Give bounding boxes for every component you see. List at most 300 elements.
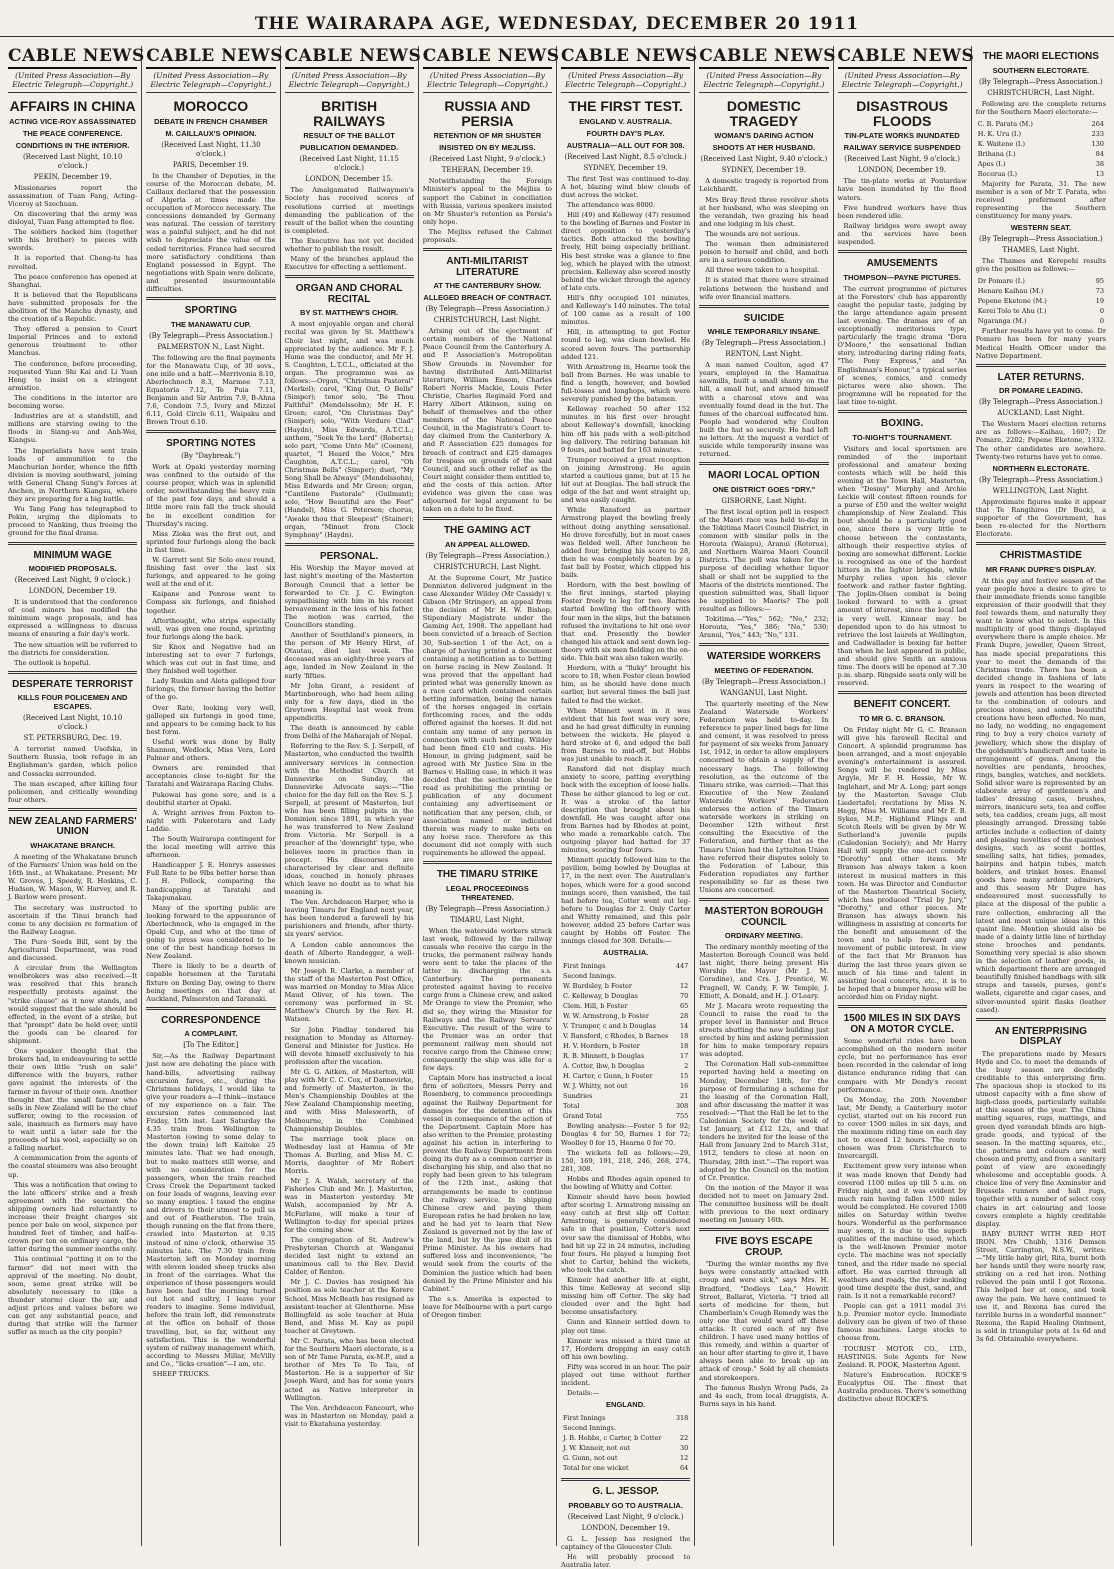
article-paragraph: The Amalgamated Railwaymen's Society has received scores of resolutions carried at meetings demanding the publication of the result of the ballot when the counting is completed. [284, 186, 414, 235]
cable-news-header: CABLE NEWS [146, 46, 275, 69]
column-2 [142, 46, 284, 1546]
article-headline: MOROCCO [173, 98, 249, 114]
article-paragraph: The Executive has not yet decided whether to publish the result. [284, 236, 414, 254]
table-cell-label: G. Gunn, not out [563, 1454, 618, 1463]
press-credit: (United Press Association—By Electric Telegraph—Copyright.) [699, 71, 828, 93]
article-subhead: PROBABLY GO TO AUSTRALIA. [568, 1500, 683, 1510]
article-subhead: DEBATE IN FRENCH CHAMBER [154, 116, 268, 126]
article-paragraph: The South Wairarapa contingent for the local meeting will arrive this afternoon. [146, 834, 276, 860]
article-paragraph: On Friday night Mr G. C. Branson will give his farewell Recital and Concert. A splendid programme has been arranged, and a most enjoyable evening's entertainment is assured. Songs will be rendered by Miss Argyle, Mr F. H. Hessie, Mr W. Inglehart, and Mr A. Long; part songs by the Masterton Savage Club Liedertafel; recitations by Miss N. Hegg, Miss M. Williams and Mr E. B. Sykes, M.P.; Highland Flings and Scotch Reels will be given by Mr W. Sutherland's juvenile pupils (Caledonian Society); and Mr Harry Hall will supply the one-act comedy "Dorothy" and other items. Mr Branson has always taken a keen interest in musical matters in this town. He was Director and Conductor of the Masterton Theatrical Society, which has produced "Trial by Jury," "Dorothy," and other pieces. Mr Branson has always shown his willingness in assisting at concerts for the benefit and amusement of the town and to help forward any movement of public interest. In view of the fact that Mr Branson has during the last three years given so much of his time and talent in assisting local concerts, etc., it is to be hoped that a bumper house will be accorded him on Friday night. [837, 725, 967, 1001]
section-rule [976, 542, 1106, 545]
table-row [978, 307, 1104, 315]
article-subhead: WHILE TEMPORARILY INSANE. [707, 327, 821, 337]
table-cell-value [674, 1424, 688, 1432]
article-paragraph: Missionaries report the assassination of Tuan Fang, Acting-Viceroy at Szechuan. [8, 183, 138, 208]
article-paragraph: "During the winter months my five boys were constantly attacked with croup and were sick," says Mrs. H. Bradford, "Dodleys Lea," Howitt Street, Ballarat, Victoria. "I tried all sorts of medicine for them, but Chamberlain's Cough Remedy was the only one that would ward off these attacks. It cured each of my five children. I have used many bottles of this remedy, and within a quarter of an hour after starting to give it, I have always been able to break up an attack of croup." Sold by all chemists and storekeepers. [699, 1260, 829, 1382]
table-cell-value: 30 [679, 1444, 689, 1453]
article-dateline: CHRISTCHURCH, Last Night. [433, 562, 542, 571]
article-headline: DESPERATE TERRORIST [12, 678, 134, 690]
table-row [563, 962, 688, 970]
article-subhead: CONDITIONS IN THE INTERIOR. [15, 140, 130, 150]
article-paragraph: Kinneir had another life at eight, this time Kelleway at second slip missing him off Cotter. The sky had clouded over and the light had become unsatisfactory. [561, 1276, 691, 1317]
article-paragraph: The first Test was continued to-day. A hot, blazing wind blew clouds of dust across the wicket. [561, 174, 691, 199]
section-rule [423, 248, 552, 251]
article-paragraph: He will probably proceed to Australia later. [561, 1553, 691, 1569]
article-subhead: WOMAN'S DARING ACTION [714, 131, 814, 141]
article-paragraph: Afterthought, who strips especially well, was given one round, sprinting four furlongs along the back. [146, 616, 276, 641]
article-paragraph: A meeting of the Whakatane branch of the Farmers' Union was held on the 16th inst., at Whakatane. Present: Mr W. Groves, J. Speedy, R. Hoskins, C. Hudson, W. Mason, W. Harvey, and R. J. Barlow were present. [8, 852, 138, 902]
article-dateline: CHRISTCHURCH, Last Night. [433, 316, 542, 325]
article-subhead: AT THE CANTERBURY SHOW. [433, 281, 542, 291]
section-rule [699, 462, 828, 465]
article-headline: SUICIDE [743, 312, 785, 324]
article-paragraph: His Worship the Mayor moved at last night's meeting of the Masterton Borough Council that a letter be forwarded to Cr. J. C. Ewington sympathising with him in his recent bereavement in the loss of his father. The motion was carried, the Councillors standing. [284, 564, 414, 629]
article-subhead: SHOOTS AT HER HUSBAND. [712, 143, 816, 153]
article-paragraph: While Ransford as partner Armstrong played the bowling freely without doing anything sensational. He drove forcefully, but in most cases was fielded well. After luncheon he added four, bringing his score to 28, then he was completely beaten by a fast ball by Foster, which clipped his bails. [561, 506, 691, 580]
article-paragraph: Referring to the Rev. S. J. Serpell, of Masterton, who conducted the twelfth anniversary services in connection with the Methodist Church at Dannevirke on Sunday, the Dannevirke Advocate says:—"The choice for the day fell on the Rev. S. J. Serpell, at present of Masterton, but who has been filling pulpits in the Dominion since 1891, in which year he was transferred to New Zealand from Victoria. Mr Serpell is a preacher of the 'downright' type, who believes more in practice than in precept. His discourses are characterised by clear and definite ideas, couched in homely phrases which leave no doubt as to what his meaning is. [284, 742, 414, 896]
article-paragraph: The Ven. Archdeacon Fancourt, who was in Masterton on Monday, paid a visit to Ekatahuna yesterday. [284, 1403, 414, 1428]
article-paragraph: At the Supreme Court, Mr Justice Denniston delivered judgment in the case Alexander Wildey (Mr Cassidy) v. Gibson (Mr Stringer), an appeal from the decision of Mr H. W. Bishop, Stipendiary Magistrate under the Gaming Act, 1908. The appellant had been convicted of a breach of Section 30, Sub-section 1 of the Act, on a charge of having printed a document containing a notification as to betting on horse racing in New Zealand. It was proved that the appellant had printed what was generally known as a race card which contained certain betting information, being the names of the horses engaged in certain forthcoming races, and the odds offered against the horses. It did not contain any name of any person in connection with such betting. Wildey had been fined £10 and costs. His Honour, in giving judgment, said he agreed with Mr Justice Sim in the Barnes v. Halling case, in which it was decided that the section should be read as prohibiting the printing or publication of any document containing any advertisement or notification that any person, club, or association named or indicated therein was ready to make bets on any horse race. Therefore as this document did not comply with such requirements he allowed the appeal. [422, 573, 552, 857]
table-cell-label: W. W. Armstrong, b Foster [563, 1012, 649, 1021]
article-dateline: PEKIN, December 19. [33, 172, 112, 181]
article-subhead: SOUTHERN ELECTORATE. [992, 65, 1090, 75]
article-paragraph: The quarterly meeting of the New Zealand Waterside Workers' Federation was held to-day. In reference to paper lined bags for lime and cement, it was resolved to press for payment of six weeks from January 1st, 1912, in order to allow employers concerned to obtain a supply of the necessary bags. The following resolution, as the outcome of the Timaru strike, was carried:—That this Executive of the New Zealand Waterside Workers' Federation endorses the action of the Timaru waterside workers in striking on December 12th without first consulting the Executive of the Federation, and further that as the Timaru Union had the Lyttelton Union have referred their disputes solely to the Federation of Labour, this Federation repudiates any further responsibility so far as these two Unions are concerned. [699, 699, 829, 894]
article-paragraph: Mrs Bray fired three revolver shots at her husband, who was sleeping on the verandah, two grazing his head and one lodging in his chest. [699, 195, 829, 228]
article-paragraph: All three were taken to a hospital. [705, 266, 820, 275]
table-row [563, 1464, 688, 1472]
article-paragraph: The first local option poll in respect of the Maori race was held to-day in the Tokitima Maori Council District, in common with similar polls in the Horouta (Waiapu), Aranui (Rotorua), and Northern Wairoa Maori Council Districts. The poll was taken for the purpose of deciding whether liquor shall or shall not be supplied to the Maoris of the districts mentioned. The question submitted was, Shall liquor be supplied to Maoris? The poll resulted as follows:— [699, 507, 829, 613]
article-paragraph: A domestic tragedy is reported from Leichhardt. [699, 177, 829, 194]
article-paragraph: Handicapper J. E. Henrys assesses Full Rate to be 9lbs better horse than J. H. Pollock, comparing the handicapping at Taratahi and Takapunakau. [146, 861, 276, 902]
article-subhead: RAILWAY SERVICE SUSPENDED [843, 143, 961, 153]
article-dateline: (By Telegraph—Press Association.) [148, 331, 273, 340]
article-paragraph: A most enjoyable organ and choral recital was given by St. Matthew's Choir last night, and was much appreciated by the audience. Mr F. J. Hume was the conductor, and Mr H. S. Caughton, L.T.C.L., officiated at the organ. The programme was as follows:—Organ, "Christmas Pastoral" (Merkel); carol, "King Out, O Bells" (Simper); tenor solo, "Be Thou Faithful" (Mendelssohn); Mr H. F. Green; carol, "On Christmas Day" (Simper); solo, "With Verdure Clad" (Haydn), Miss Edwards, A.T.C.L.; anthem, "Seek Ye the Lord" (Roberts); solo part, "Come Unto Me" (Coenen), quartet, "I Heard the Voice," Mrs Caughton, A.T.C.L.; carol, "Oh Christmas Bells" (Simper); duet, "My Song Shall be Always" (Mendelssohn), Miss Edwards and Mr Green; organ, "Cantilene Pastorale" (Guilmant); solo, "How Beautiful are the Feet" (Handel), Miss G. Petersen; chorus, "Awake thou that Sleepest" (Stainer); organ, "Minuet from Clock Symphony" (Haydn). [284, 320, 414, 539]
article-dateline: CHRISTCHURCH, Last Night. [987, 88, 1095, 97]
article-paragraph: One speaker thought that the brokers had, in endeavouring to settle their own little "rush on sale" difference with the buyers, rather gave against the interests of the farmer in favour of their own. Another thought that the small farmer who sells in New Zealand will be the chief sufferer, owing to the recession of sale, inasmuch as farmers may have to wait until a later sale for the proceeds of his wool, especially so on a falling market. [8, 1047, 138, 1153]
article-paragraph: Hordern, with a "fluky" brought his score to 18, when Foster clean bowled him, as he should have done much earlier, but several times the ball just failed to find the wicket. [561, 664, 691, 705]
article-paragraph: There is likely to be a dearth of capable horsemen at the Taratahi fixture on Boxing Day, owing to there being meetings on that day at Auckland, Palmerston and Taranaki. [146, 962, 276, 1003]
table-cell-value: 22 [679, 1434, 689, 1443]
article-paragraph: It is reported that Cheng-tu has revolted. [8, 254, 138, 271]
article-subhead: TIN-PLATE WORKS INUNDATED [844, 131, 960, 141]
article-headline: CORRESPONDENCE [161, 1014, 261, 1026]
column-4 [419, 46, 560, 1546]
article-subhead: MR FRANK DUPRE'S DISPLAY. [985, 564, 1097, 574]
article-headline: SPORTING [184, 305, 237, 317]
article-paragraph: Useful work was done by Bally Shannon, Wedlock, Miss Vera, Lord Palmer and others. [146, 737, 276, 763]
article-paragraph: Mr Joseph R. Clarke, a member of the staff of the Masterton Post Office, was married on Monday to Miss Alice Maud Oliver, of his town. The ceremony was performed in St. Matthew's Church by the Rev. H. Watson. [284, 966, 414, 1024]
table-cell-value: 755 [675, 1112, 689, 1121]
article-headline: RUSSIA AND PERSIA [444, 98, 531, 129]
article-subhead: AUSTRALIA. [602, 948, 649, 958]
table-cell-value: 28 [679, 1012, 689, 1021]
table-row [563, 1414, 688, 1422]
table-cell-value: 447 [675, 962, 689, 971]
article-paragraph: Five hundred workers have thus been rendered idle. [837, 203, 967, 220]
cable-news-header: CABLE NEWS [285, 46, 414, 69]
article-paragraph: A circular from the Wellington woolbrokers was also received.—It was resolved that this branch respectfully protests against the "strike clause" as it now stands, and would suggest that the sale should be effected, in the event of a strike, but that "prompt" date be held over, until the goods can be cleared for shipment. [8, 964, 138, 1045]
table-cell-label: Ngaranga (M.) [977, 317, 1027, 326]
article-paragraph: On discovering that the army was disloyal, Tuan Fang attempted to flee. [8, 209, 138, 227]
table-cell-label: Apes (I.) [977, 159, 1006, 168]
article-paragraph: The ordinary monthly meeting of the Masterton Borough Council was held last night, there being present His Worship the Mayor (Mr J. M. Coradine), and Crs. J. Prentice, W. Pragnell, W. Candy, F. W. Temple, J. Elliott, A. Donald, and H. J. O'Leary. [699, 943, 829, 1000]
article-paragraph: BABY BURNT WITH RED HOT IRON. Mrs Chubb, 1316 Demson Street, Carrington, N.S.W., writes:—"My little baby girl, Rita, burnt both her hands until they were nearly raw, striking on a red hot iron. Nothing relieved the pain until I got Rexona. This helped her at once, and took away the pain. We have continued to use it, and Rexona has cured the terrible burns in a wonderful manner." Rexona, the Rapid Healing Ointment, is sold in triangular pots at 1s 6d and 3s 6d. Obtainable everywhere. [975, 1229, 1106, 1343]
article-paragraph: A. Wright arrives from Foxton to-night with Pukerotara and Lady Laddie. [146, 808, 276, 833]
article-paragraph: Minnett quickly followed him to the pavilion, being bowled by Douglas at 17, in the next over. The Australian's hopes, which were for a good second innings score, then vanished, the tail had before tea, Cotter went out leg-before to Douglas for 2. Only Carter and Whitty remained, and this pair however, added 25 before Carter was caught by Hobbs off Foster. The innings closed for 308. Details:— [561, 856, 691, 946]
article-paragraph: Hill (49) and Kelleway (47) resumed to the bowling of Barnes and Foster in direct opposition to yesterday's tactics. Both attacked the bowling freely, Hill being especially brilliant. His best stroke was a glance to fine leg, which he played with the utmost precision. Kelleway also scored mostly behind the wicket through the agency of late cuts. [561, 211, 691, 292]
article-headline: WATERSIDE WORKERS [707, 651, 821, 663]
article-paragraph: Hordern, with the best bowling of the first innings, started playing Foster freely to leg for two. Barnes started bowling the off-theory with four men in the slips, but the batsmen refused the invitations to hit one over that end. Presently the bowler changed his attack and sent down leg-theory with six men fielding on the on-side. This bait was also taken warily. [561, 581, 691, 663]
article-dateline: (Received Last Night, 11.30 o'clock.) [161, 140, 261, 158]
article-dateline: GISBORNE, Last Night. [721, 496, 807, 505]
article-paragraph: It is understood that the conference of coal miners has modified the minimum wage proposals, and has expressed a willingness to discuss means of ensuring a fair day's work. [8, 598, 138, 639]
article-paragraph: Industries are at a standstill, and millions are starving owing to the floods in Siang-su and Anh-Wei, Kiangsu. [8, 412, 138, 445]
table-cell-value: 0 [1099, 307, 1104, 316]
cable-news-header: CABLE NEWS [561, 46, 690, 69]
article-paragraph: Mr John Grant, a resident of Martinborough, who had been ailing only for a few days, died in the Greytown Hospital last week from appendicitis. [284, 681, 414, 723]
table-cell-label: Brihana (I.) [977, 149, 1016, 158]
article-dateline: (Received Last Night, 10.10 o'clock.) [22, 714, 123, 732]
article-paragraph: The peace conference has opened at Shanghai. [8, 272, 138, 289]
article-paragraph: The tin-plate works at Pontardaw have been inundated by the flood waters. [837, 177, 967, 202]
article-dateline: (Received Last Night, 9.40 o'clock.) [700, 155, 828, 164]
article-paragraph: Mr G. G. Aitken, of Masterton, will play with Mr C. C. Cox, of Dannevirke, and formerly of Masterton, in the Men's Championship Doubles at the New Zealand Championship meeting, and with Miss Molesworth, of Melbourne, in the Combined Championship Doubles. [284, 1067, 414, 1133]
article-dateline: (Received Last Night, 11.15 o'clock.) [299, 155, 399, 173]
section-rule [8, 542, 137, 545]
table-cell-label: H. V. Hordern, b Foster [563, 1042, 640, 1051]
article-paragraph: Hill, in attempting to get Foster round to leg, was clean bowled. He scored seven fours. The partnership added 121. [561, 328, 691, 361]
article-subhead: KILLS FOUR POLICEMEN AND ESCAPES. [17, 693, 128, 712]
article-headline: MINIMUM WAGE [33, 549, 112, 561]
section-rule [699, 898, 828, 901]
article-paragraph: Sir Knox and Negative had an interesting set to over 7 furlongs, which was cut out in fast time, and they finished well together. [146, 642, 276, 676]
table-cell-label: Pepene Eketone (M.) [977, 297, 1047, 306]
column-3 [281, 46, 422, 1546]
article-headline: CHRISTMASTIDE [999, 550, 1082, 562]
section-rule [838, 410, 967, 413]
article-dateline: (Received Last Night, 9 o'clock.) [844, 155, 960, 164]
article-paragraph: Captain More has instructed a local firm of solicitors, Messrs Perry and Rosenberg, to commence proceedings against the Railway Department for damages for the detention of this vessel in consequence of the action of the Department. Captain More has also written to the Premier, protesting against his action in interfering to prevent the Railway Department from doing its duty as a common carrier in discharging his ship, and also that no reply had been given to his telegram of the 12th inst., asking that arrangements be made to continue the railway service. In shipping Chinese crew and paying them European rates he had broken no law, and he had yet to learn that New Zealand is governed not by the law of the land, but by the ipse dixit of its Prime Minister. As his owners had suffered loss and inconvenience, "he would seek from the courts of the Dominion the justice which had been denied by the Prime Minister and his Cabinet." [422, 1074, 552, 1293]
table-row [978, 287, 1104, 295]
table-cell-label: H. Carter, c Gunn, b Foster [563, 1072, 653, 1081]
article-dateline: AUCKLAND, Last Night. [997, 409, 1085, 418]
article-paragraph: Lady Ruskin and Aleta galloped four furlongs, the former having the better of the go. [146, 677, 276, 702]
article-dateline: LONDON, December 19. [858, 166, 947, 175]
section-rule [423, 517, 552, 520]
article-paragraph: Mr J. A. Walsh, secretary of the Fisheries Club and Mr. J. Masterton, was in Masterton yesterday. Mr Walsh, accompanied by Mr A. McFarlane, will make a tour of Wellington to-day for special prizes for the coming show. [284, 1177, 414, 1234]
table-cell-value: 65 [679, 1002, 689, 1011]
article-paragraph: Excitement grew very intense when it was made known that Dendy had covered 1100 miles up till 5 a.m. on Friday night, and it was evident by much rain having fallen 1500 miles would be completed. He covered 1500 miles on Saturday within twelve hours. Wonderful as the performance may seem, it is due to the superb qualities of the machine used, which is the well-known Premier motor cycle. The machine was not specially tuned, and the rider made no special effort. He was carried through all weathers and roads, the rider making good time despite the dust, sand, and rain. Is it not a remarkable record? [837, 1162, 967, 1300]
cable-news-header: CABLE NEWS [423, 46, 552, 69]
article-headline: DISASTROUS FLOODS [856, 98, 949, 129]
article-dateline: SYDNEY, December 19. [583, 163, 668, 172]
table-cell-value: 13 [1095, 169, 1104, 178]
table-cell-value: 318 [675, 1414, 689, 1423]
article-paragraph: The current programme of pictures at the Foresters' club has apparently caught the popular taste, judging by the large attendance again present last evening. The dramas are of an exceptionally meritorious type, particularly the tragic drama "Dora O'Moore," the sensational Indian story, introducing daring riding feats, "The Pony Express," and "An Englishman's Honour," a typical series of scenes, comics, and comedy pictures were also shown. The programme will be repeated for the last time to-night. [837, 284, 967, 406]
article-paragraph: Sir John Findlay tendered his resignation to Monday as Attorney-General and Minister for Justice. He will devote himself exclusively to his profession after the vacation. [284, 1025, 414, 1066]
table-row [978, 150, 1104, 158]
table-row [563, 1022, 688, 1030]
article-paragraph: Many of the branches applaud the Executive for effecting a settlement. [284, 255, 414, 272]
article-paragraph: A communication from the agents of the coastal steamers was also brought up. [8, 1154, 138, 1179]
article-dateline: PALMERSTON N., Last Night. [157, 342, 265, 351]
article-paragraph: The man escaped, after killing four policemen, and critically wounding four others. [8, 779, 138, 804]
table-cell-label: C. R. Parata (M.) [977, 119, 1033, 128]
article-headline: SPORTING NOTES [166, 438, 256, 450]
article-dateline: (By Telegraph—Press Association.) [425, 551, 550, 560]
article-paragraph: Nature's Embrocation. ROCKE'S Eucalyptus Oil. The finest that Australia produces. There's something distinctive about ROCKE'S. [837, 1370, 967, 1404]
score-table [561, 1412, 690, 1474]
table-row [563, 1092, 688, 1100]
table-cell-value: 84 [1095, 149, 1104, 158]
article-subhead: THOMPSON—PAYNE PICTURES. [843, 272, 961, 282]
article-paragraph: They offered a pension to Court Imperial Princes and to extend generous treatment to other Manchus. [8, 325, 138, 358]
table-row [563, 1052, 688, 1060]
table-row [563, 1434, 688, 1442]
article-dateline: LONDON, December 15. [305, 175, 394, 184]
article-paragraph: The wounds are not serious. [705, 229, 800, 238]
article-dateline: SYDNEY, December 19. [721, 166, 806, 175]
article-paragraph: SHEEP TRUCKS. [152, 1370, 210, 1378]
table-row [563, 1102, 688, 1110]
table-cell-label: Grand Total [563, 1112, 602, 1121]
table-cell-label: First Innings [563, 1414, 606, 1423]
article-subhead: RESULT OF THE BALLOT [303, 131, 395, 141]
section-rule [8, 808, 137, 811]
press-credit: (United Press Association—By Electric Telegraph—Copyright.) [561, 71, 690, 93]
table-cell-value: 2 [684, 1062, 689, 1071]
article-paragraph: On the motion of the Mayor it was decided not to meet on January 2nd. The committee business will be dealt with previous to the next ordinary meeting on January 16th. [699, 1183, 829, 1225]
table-cell-value: 308 [675, 1102, 689, 1111]
table-cell-value: 233 [1091, 129, 1104, 138]
table-row [563, 1444, 688, 1452]
article-dateline: (By Telegraph—Press Association.) [978, 475, 1103, 484]
article-subhead: A COMPLAINT. [184, 1029, 238, 1039]
article-paragraph: The Pure Seeds Bill, sent by the Agricultural Department, was read and discussed. [8, 937, 138, 963]
article-paragraph: The preparations made by Messrs Hyde and Co. to meet the demands of the busy season are decidedly creditable to this enterprising firm. The spacious shop is stocked to its utmost capacity with a fine show of high-class goods, particularly suitable at this season of the year. The China matting squares, rugs, mattings, and green dyed verandah blinds are high-grade goods, and typical of the season. In the matting squares, etc., the patterns and colours are well chosen and pretty, and from a sanitary point of view are exceedingly wholesome and acceptable goods. A choice line of very fine Axminster and Brussels runners and hall rugs, together with a number of select cosy chairs in art colouring and loose covers complete a highly creditable display. [975, 1049, 1106, 1228]
article-headline: MAORI LOCAL OPTION [708, 470, 820, 482]
article-headline: NEW ZEALAND FARMERS' UNION [8, 815, 137, 838]
article-dateline: (By "Daybreak.") [181, 451, 241, 460]
column-5 [557, 46, 698, 1569]
score-table [976, 275, 1106, 327]
article-headline: THE GAMING ACT [443, 525, 531, 537]
table-cell-label: J. W. Kinneir, not out [563, 1444, 631, 1453]
article-subhead: ORDINARY MEETING. [724, 931, 803, 941]
article-subhead: TO-NIGHT'S TOURNAMENT. [852, 432, 952, 442]
article-subhead: THE PEACE CONFERENCE. [22, 128, 123, 138]
article-paragraph: Ransford did not display much anxiety to score, patting everything back with the exception of loose balls. These he either glanced to leg or cut. It was a stroke of the latter description that brought about his downfall. He was caught after one from Barnes had by Rhodes at point, who made a remarkable catch. The outgoing player had batted for 37 minutes, scoring four fours. [561, 765, 691, 855]
column-8 [972, 46, 1110, 1546]
article-headline: AFFAIRS IN CHINA [9, 98, 136, 114]
article-subhead: AN APPEAL ALLOWED. [445, 539, 530, 549]
table-row [978, 317, 1104, 325]
table-cell-value: 130 [1091, 139, 1104, 148]
article-paragraph: The death is announced by cable from Delhi of the Maharajah of Nepal. [284, 724, 414, 741]
article-paragraph: Mr C. Parata, who has been elected for the Southern Maori electorate, is a son of Mr Tame Parata, ex-M.P., and a brother of Mrs Te Te Tau, of Masterton. He is a supporter of Sir Joseph Ward, and has for some years acted as Native interpreter in Wellington. [284, 1336, 414, 1402]
table-cell-label: Total for one wicket [563, 1464, 629, 1473]
article-subhead: WHAKATANE BRANCH. [30, 840, 115, 850]
article-paragraph: Kelleway reached 50 after 152 minutes in his first over brought about Kelleway's downfall, knocking him off his pads with a well-pitched leg delivery. The retiring batsman hit 9 fours, and batted for 163 minutes. [561, 405, 691, 454]
article-paragraph: The soldiers hacked him (together with his brother) to pieces with swords. [8, 228, 138, 253]
article-headline: BOXING. [881, 418, 924, 430]
article-dateline: (By Telegraph—Press Association.) [701, 339, 826, 348]
table-cell-value: 38 [1095, 159, 1104, 168]
section-rule [699, 1228, 828, 1231]
article-dateline: (By Telegraph—Press Association.) [978, 235, 1103, 244]
article-dateline: (Received Last Night, 9 o'clock.) [14, 576, 131, 585]
table-cell-label: R. B. Minnett, b Douglas [563, 1052, 645, 1061]
article-paragraph: Sir,—As the Railway Department just now are debating the place with hand-bills, advertising railway excursion fares, etc., during the Christmas holidays, I would like to give your readers a—I think—instance of my experience on a fair. The excursion rates commenced last Friday, 15th inst. Last Saturday the 4.35 train from Wellington to Masterton (owing to some delay to the down train) left Kaitoke 25 minutes late. That we had enough, but to make matters still worse, and with no consideration for the passengers, when the train reached Cross Creek the Department tacked on four loads of wagons, leaving ever so many empties. I taxed the engine and drivers to their utmost to pull us and out of Featherston. The train, though running on the flat from there, crawled into Masterton at 9.35 instead of nine o'clock, otherwise 35 minutes late. The 7.30 train from Masterton left on Monday morning with eleven loaded sheep trucks also in front of the carriages. What the experience of those passengers would have been had the morning turned out hot and sultry, I leave your readers to imagine. Some individual, before the train left, did remonstrate at the office on behalf of those travelling, but, so far, without any satisfaction. This is the wonderful system of railway management which, according to Messrs Millar, McVilly and Co., "licks creation"—I am, etc. [146, 1052, 276, 1368]
article-paragraph: The famous Ruslyn Wrong Pads, 2s and 4s each, from local druggists, A. Burns says in his hand. [699, 1383, 829, 1408]
article-paragraph: This continual "putting it on to the farmer" did not meet with the approval of the meeting. No doubt, soon, some great strike will be absolutely necessary to (like a thunder storm) clear the air, and adjust prices and values before we can get any substantial peace, and during that strike will the farmer suffer as much as the city people? [8, 1255, 138, 1337]
article-headline: BRITISH RAILWAYS [313, 98, 386, 129]
table-cell-value: 16 [679, 1082, 689, 1091]
article-subhead: ENGLAND V. AUSTRALIA. [579, 116, 673, 126]
table-cell-value: 18 [679, 1032, 689, 1041]
article-dateline: (By Telegraph—Press Association.) [701, 677, 826, 686]
table-cell-value: 73 [1095, 287, 1104, 296]
article-paragraph: Following are the complete returns for the Southern Maori electorate:— [975, 99, 1106, 116]
press-credit: (United Press Association—By Electric Telegraph—Copyright.) [285, 71, 414, 93]
article-subhead: THE MANAWATU CUP. [171, 319, 251, 329]
column-7 [834, 46, 975, 1546]
table-row [563, 992, 688, 1000]
article-paragraph: The conditions in the interior are becoming worse. [8, 393, 138, 411]
article-paragraph: Owners are reminded that acceptances close to-night for the Taratahi and Wairarapa Racing Clubs. [146, 764, 276, 789]
table-row [563, 1072, 688, 1080]
table-cell-label: K. Waitene (I.) [977, 139, 1026, 148]
article-subhead: LEGAL PROCEEDINGS THREATENED. [445, 883, 529, 902]
column-1 [4, 46, 145, 1546]
table-cell-label: Henare Kaihau (M.) [977, 287, 1044, 296]
table-row [563, 1042, 688, 1050]
article-paragraph: Fifty was scored in an hour. The pair played out time without further incident. [561, 1362, 691, 1388]
article-paragraph: Trumper received a great reception on joining Armstrong. He again started a cautious game, but at 15 he hit out at Douglas. The ball struck the edge of the bat and went straight up, and was easily caught. [561, 455, 691, 505]
article-paragraph: In the Chamber of Deputies, in the course of the Moroccan debate, M. Caillaux declared that the possession of Algeria at times made the occupation of Morocco necessary. The concessions demanded by Germany was natural. The cession of territory was a painful subject, and he did not wish to depreciate the value of the ceded territories. France had secured more satisfactory conditions than England possessed in Egypt. The negotiations with Spain were delicate, and presented insurmountable difficulties. [146, 171, 276, 293]
article-paragraph: Another of Southland's pioneers, in the person of Mr Henry Hirst, of Otautau, died last week. The deceased was an eighty-three years of age, landed in New Zealand in the early 'fifties. [284, 631, 414, 680]
section-rule [423, 861, 552, 864]
article-headline: 1500 MILES IN SIX DAYS ON A MOTOR CYCLE. [843, 1013, 961, 1035]
column-6 [695, 46, 837, 1546]
article-headline: AMUSEMENTS [866, 258, 938, 270]
article-paragraph: Some wonderful rides have been accomplished on the modern motor cycle, but no performance has ever been recorded in the calendar of long distance endurance riding that can compare with Mr Dendy's recent performance. [837, 1037, 967, 1094]
table-cell-value: 17 [679, 1052, 689, 1061]
article-subhead: AUSTRALIA—ALL OUT FOR 308. [566, 140, 685, 150]
table-cell-value: 0 [1099, 317, 1104, 326]
article-dateline: LONDON, December 19. [581, 1523, 670, 1532]
article-paragraph: Mr J. C. Davies has resigned his position as sole teacher at the Korere School. Miss McBeath has resigned as assistant-teacher at Glenthorne. Miss Bollingfeld as sole teacher at Huia Bend, and Miss M. Kay as pupil teacher at Greytown. [284, 1278, 414, 1335]
article-paragraph: The new situation will be referred to the districts for consideration. [8, 640, 138, 657]
article-paragraph: A terrorist named Usofska, in Southern Russia, took refuge in an Englishman's garden, which police and Cossacks surrounded. [8, 745, 138, 778]
article-paragraph: When the waterside workers struck last week, followed by the railway casuals who receive the cargo in the trucks, the permanent railway hands were sent to take the places of the latter in discharging the s.s. Canterbury. The permanents protested against having to receive cargo from a Chinese crew, and asked Mr Orange to view the Premier, who did so, they wiring the Minister for Railways and the Railway Servants' Executive. The result of the wire to the Premier was an order that permanent railway men should not receive cargo from the Chinese crew; consequently the ship was idle for a few days. [422, 926, 552, 1073]
article-headline: G. L. JESSOP. [592, 1486, 659, 1498]
cable-news-header: CABLE NEWS [8, 46, 137, 69]
section-rule [561, 1478, 690, 1481]
article-paragraph: The wickets fell as follows:—29, 150, 169, 191, 218, 246, 268, 274, 281, 308. [561, 1148, 691, 1173]
article-headline: THE FIRST TEST. [568, 98, 683, 114]
article-dateline: TEHERAN, December 19. [441, 166, 533, 175]
article-paragraph: Visitors and local sportsmen are reminded of the important professional and amateur boxing contests which will be held this evening at the Town Hall, Masterton, when "Desmy" Murphy and Archie Leckie will contest fifteen rounds for a purse of £50 and the welter weight championship of New Zealand. This bout should be a particularly good one, since there is very little to choose between the contestants, although their respective styles of boxing are somewhat different. Leckie is recognised as one of the hardest hitters in the lighter brigade, while Murphy relies upon his clever footwork and rather faster fighting. The Joplin-Olsen combat is being looked forward to with a great amount of interest, since the local lad is very well. Kinnear may be depended upon to do his utmost to retrieve the lost laurels at Wellington, and Cadwallader is boxing far better than when he last appeared in public, and should give Smith an anxious time. The doors will be opened at 7.30 p.m. sharp. Ringside seats only will be reserved. [837, 444, 967, 688]
article-headline: THE MAORI ELECTIONS [982, 51, 1099, 62]
article-paragraph: The woman then administered poison to herself and child, and both are in a serious condition. [699, 240, 829, 265]
press-credit: (United Press Association—By Electric Telegraph—Copyright.) [146, 71, 275, 93]
article-paragraph: Over Rate, looking very well, galloped six furlongs in good time, and appears to be coming back to his best form. [146, 703, 276, 736]
section-rule [699, 305, 828, 308]
table-cell-value: 19 [1095, 297, 1104, 306]
article-paragraph: Kaipane and Penrose went to Compass six furlongs, and finished together. [146, 590, 276, 615]
cable-news-header: CABLE NEWS [699, 46, 828, 69]
article-dateline: PARIS, December 19. [172, 160, 249, 169]
table-cell-label: V. Trumper, c and b Douglas [563, 1022, 656, 1031]
table-cell-label: Rocerua (I.) [977, 169, 1017, 178]
table-cell-label: Clem. Hill, b Foster [563, 1002, 628, 1011]
article-subhead: BY ST. MATTHEW'S CHOIR. [300, 308, 399, 318]
article-paragraph: This was a notification that owing to the late officers' strike and a fresh agreement with the seamen the shipping owners had reluctantly to increase their freight charges six pence per bale on wool, sixpence per hundred feet of timber, and half-a-crown per ton on ordinary cargo, the latter during the summer months only. [8, 1180, 138, 1254]
table-cell-value: 70 [679, 992, 689, 1001]
section-rule [285, 275, 414, 278]
table-cell-value: 14 [679, 1022, 689, 1031]
article-paragraph: People can get a 1911 model 3½ h.p. Premier motor cycle. Immediate delivery can be given of two of these famous machines. Large stocks to choose from. [837, 1302, 967, 1343]
table-cell-label: J. B. Hobbs, c Carter, b Cotter [563, 1434, 662, 1443]
article-subhead: DR POMARE LEADING. [998, 386, 1083, 396]
article-paragraph: The Mejliss refused the Cabinet proposals. [422, 227, 552, 245]
article-dateline: (Received Last Night, 9 o'clock.) [567, 1512, 684, 1521]
table-row [978, 277, 1104, 285]
table-cell-label: H. K. Uru (I.) [977, 129, 1022, 138]
section-rule [838, 691, 967, 694]
section-rule [976, 364, 1106, 367]
article-paragraph: A man named Coulton, aged 47 years, employed in the Hamaitua sawmills, built a small shanty on the hill, a small hut, and armed himself with a charcoal stove and was eventually found dead in the hut. The fumes of the charcoal suffocated him. People had wondered why Coulton built the hut so securely. He had left no letters. At the inquest a verdict of suicide while temporarily insane was returned. [699, 361, 829, 459]
article-subhead: ENGLAND. [606, 1400, 646, 1410]
table-row [978, 297, 1104, 305]
article-paragraph: Notwithstanding the Foreign Minister's appeal to the Mejliss to support the Cabinet in conciliation with Russia, various speakers insisted on Mr Shuster's retention as Persia's only hope. [422, 177, 552, 226]
section-rule [146, 297, 275, 300]
table-cell-value: 18 [679, 1042, 689, 1051]
article-paragraph: The secretary was instructed to ascertain if the Tinui branch had come to any decision re formation of the Railway League. [8, 903, 138, 936]
article-dateline: WELLINGTON, Last Night. [992, 486, 1090, 495]
table-row [563, 1012, 688, 1020]
article-headline: THE TIMARU STRIKE [436, 869, 538, 881]
article-dateline: (By Telegraph—Press Association.) [425, 305, 550, 314]
article-paragraph: The s.s. Amerika is expected to leave for Melbourne with a part cargo of Oregon timber. [422, 1294, 552, 1319]
article-dateline: THAMES, Last Night. [1002, 246, 1080, 255]
table-row [978, 170, 1104, 178]
table-row [978, 160, 1104, 168]
article-paragraph: Bowling analysis:—Foster 5 for 92; Douglas 4 for 50, Barnes 1 for 72; Woolley 0 for 15, Hearne 0 for 70. [561, 1122, 691, 1147]
section-rule [146, 1007, 275, 1010]
article-dateline: ST. PETERSBURG, Dec. 19. [23, 734, 122, 743]
article-paragraph: G. L. Jessop has resigned the captaincy of the Gloucester Club. [561, 1534, 691, 1551]
article-dateline: (By Telegraph—Press Association.) [425, 904, 550, 913]
article-paragraph: TOURIST MOTOR CO., LTD., HASTINGS. Sole Agents for New Zealand. R. POOK, Masterton Agent. [837, 1344, 967, 1369]
table-cell-value: 12 [679, 1454, 689, 1463]
section-rule [838, 250, 967, 253]
table-cell-label: First Innings [563, 962, 606, 971]
section-rule [699, 643, 828, 646]
press-credit: (United Press Association—By Electric Telegraph—Copyright.) [8, 71, 137, 93]
article-paragraph: Tokitima.—"Yes," 562; "No," 232; Horouta, "Yes," 386; "No," 530; Aranui, "Yes," 443; "No," 131. [699, 615, 829, 640]
table-row [978, 130, 1104, 138]
table-cell-label: W. Bardsley, b Foster [563, 982, 632, 991]
section-rule [976, 1018, 1106, 1021]
masthead-title: THE WAIRARAPA AGE, WEDNESDAY, DECEMBER 20 1911 [254, 14, 860, 34]
section-rule [285, 543, 414, 546]
section-rule [838, 1005, 967, 1008]
article-paragraph: The conference, before proceeding, requested Yuan Shi Kai and Li Yuan Heng to insist on a stringent armistice. [8, 359, 138, 392]
article-paragraph: W. Garrett sent Sir Solo once round, finishing fast over the last six furlongs, and appeared to be going well at the end of it. [146, 555, 276, 589]
article-subhead: MODIFIED PROPOSALS. [28, 564, 117, 574]
